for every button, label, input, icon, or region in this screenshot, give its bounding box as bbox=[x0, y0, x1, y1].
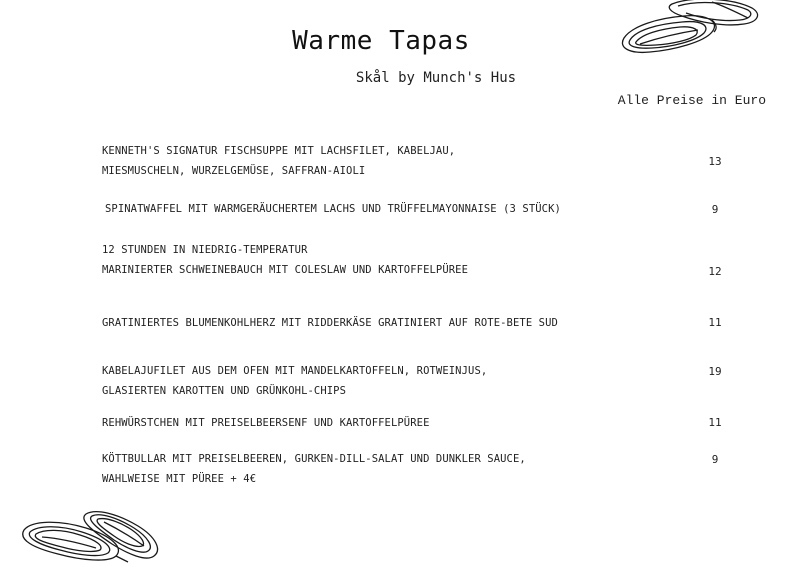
menu-item-text: KÖTTBULLAR MIT PREISELBEEREN, GURKEN-DILL-SALAT UND DUNKLER SAUCE, bbox=[102, 453, 526, 465]
menu-item bbox=[102, 240, 662, 280]
menu-item bbox=[102, 361, 662, 401]
menu-item-text: MIESMUSCHELN, WURZELGEMÜSE, SAFFRAN-AIOLI bbox=[102, 165, 366, 177]
mussel-shell-icon bbox=[20, 508, 162, 567]
menu-item-text: 12 STUNDEN IN NIEDRIG-TEMPERATUR bbox=[102, 244, 308, 256]
prices-note: Alle Preise in Euro bbox=[617, 93, 766, 108]
menu-item-text: GLASIERTEN KAROTTEN UND GRÜNKOHL-CHIPS bbox=[102, 385, 347, 397]
menu-item-text: MARINIERTER SCHWEINEBAUCH MIT COLESLAW UND KARTOFFELPÜREE bbox=[102, 264, 469, 276]
menu-item-price: 13 bbox=[708, 155, 722, 168]
menu-item bbox=[102, 141, 662, 181]
menu-item-price: 19 bbox=[708, 365, 722, 378]
menu-title: Warme Tapas bbox=[292, 26, 470, 56]
menu-item-text: KENNETH'S SIGNATUR FISCHSUPPE MIT LACHSFILET, KABELJAU, bbox=[102, 145, 456, 157]
menu-item-price: 11 bbox=[708, 416, 722, 429]
menu-item bbox=[102, 449, 662, 489]
menu-item bbox=[105, 199, 665, 219]
menu-item-text: SPINATWAFFEL MIT WARMGERÄUCHERTEM LACHS UND TRÜFFELMAYONNAISE (3 STÜCK) bbox=[105, 203, 561, 215]
menu-subtitle: Skål by Munch's Hus bbox=[355, 70, 517, 86]
menu-item-price: 9 bbox=[711, 203, 719, 216]
menu-item-text: KABELAJUFILET AUS DEM OFEN MIT MANDELKARTOFFELN, ROTWEINJUS, bbox=[102, 365, 488, 377]
menu-item-text: WAHLWEISE MIT PÜREE + 4€ bbox=[102, 473, 257, 485]
menu-item bbox=[102, 413, 662, 433]
menu-item bbox=[102, 313, 662, 333]
menu-item-text: REHWÜRSTCHEN MIT PREISELBEERSENF UND KARTOFFELPÜREE bbox=[102, 417, 430, 429]
menu-item-price: 11 bbox=[708, 316, 722, 329]
menu-item-price: 12 bbox=[708, 265, 722, 278]
menu-item-text: GRATINIERTES BLUMENKOHLHERZ MIT RIDDERKÄSE GRATINIERT AUF ROTE-BETE SUD bbox=[102, 317, 558, 329]
menu-item-price: 9 bbox=[711, 453, 719, 466]
